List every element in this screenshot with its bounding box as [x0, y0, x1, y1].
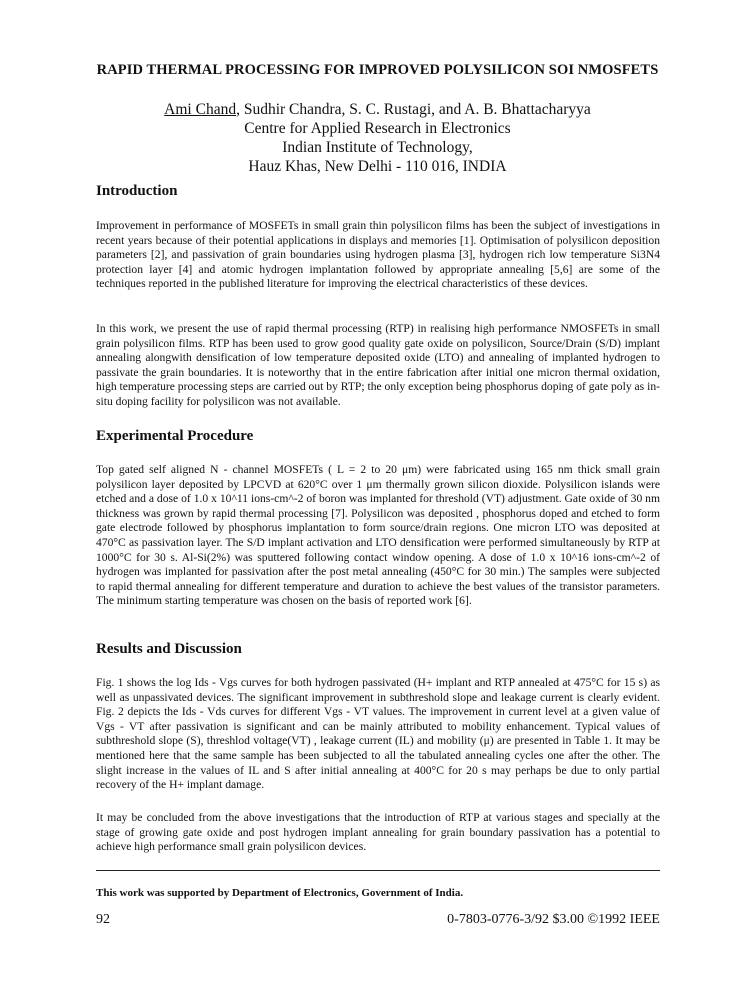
- affiliation-line-2: Indian Institute of Technology,: [282, 139, 473, 156]
- results-paragraph-2: It may be concluded from the above investigations that the introduction of RTP at various stages and specially at the stage of growing gate oxide and post hydrogen implant annealing for grain boundary passivation has a potential to achieve high performance small grain polysilicon devices.: [96, 811, 660, 854]
- funding-footnote: This work was supported by Department of Electronics, Government of India.: [96, 887, 464, 899]
- results-paragraph-1: Fig. 1 shows the log Ids - Vgs curves for both hydrogen passivated (H+ implant and RTP annealed at 475°C for 15 s) as well as unpassivated devices. The significant improvement in subthreshold slope and leakage current is clearly evident. Fig. 2 depicts the Ids - Vds curves for different Vgs - VT values. The improvement in current level at a given value of Vgs - VT after passivation is significant and can be mainly attributed to mobility enhancement. Typical values of subthreshold slope (S), threshlod voltage(VT) , leakage current (IL) and mobility (μ) are presented in Table 1. It may be mentioned here that the same sample has been subjected to all the tabulated annealing cycles one after the other. The slight increase in the values of IL and S after initial annealing at 400°C for 20 s may perhaps be due to only partial recovery of the H+ implant damage.: [96, 676, 660, 792]
- intro-paragraph-1: Improvement in performance of MOSFETs in small grain thin polysilicon films has been the subject of investigations in recent years because of their potential applications in displays and memories [1]. Optimisation of polysilicon deposition parameters [2], and passivation of grain boundaries using hydrogen plasma [3], hydrogen rich low temperature Si3N4 protection layer [4] and atomic hydrogen implantation followed by appropriate annealing [5,6] are some of the techniques reported in the published literature for improving the electrical characteristics of these devices.: [96, 219, 660, 291]
- heading-experimental: Experimental Procedure: [96, 428, 254, 444]
- footnote-divider: [96, 870, 660, 871]
- heading-introduction: Introduction: [96, 183, 178, 199]
- intro-paragraph-2: In this work, we present the use of rapid thermal processing (RTP) in realising high performance NMOSFETs in small grain polysilicon films. RTP has been used to grow good quality gate oxide on polysilicon, Source/Drain (S/D) implant annealing alongwith densification of low temperature deposited oxide (LTO) and annealing of implanted hydrogen to passivate the grain boundaries. It is noteworthy that in the entire fabrication after initial one micron thermal oxidation, high temperature processing steps are carried out by RTP; the only exception being phosphorus doping of gate poly as in-situ doping facility for polysilicon was not available.: [96, 322, 660, 408]
- page-number: 92: [96, 912, 110, 927]
- paper-title: RAPID THERMAL PROCESSING FOR IMPROVED POLYSILICON SOI NMOSFETS: [96, 62, 659, 78]
- affiliation-line-1: Centre for Applied Research in Electronics: [244, 120, 511, 137]
- heading-results: Results and Discussion: [96, 641, 242, 657]
- other-authors: , Sudhir Chandra, S. C. Rustagi, and A. B. Bhattacharyya: [236, 101, 591, 118]
- experimental-paragraph: Top gated self aligned N - channel MOSFETs ( L = 2 to 20 μm) were fabricated using 165 nm thick small grain polysilicon layer deposited by LPCVD at 620°C over 1 μm thermally grown silicon dioxide. Polysilicon islands were etched and a dose of 1.0 x 10^11 ions-cm^-2 of boron was implanted for threshold (VT) adjustment. Gate oxide of 30 nm thickness was grown by rapid thermal processing [7]. Polysilicon was deposited , phosphorus doped and etched to form gate electrode followed by phosphorus implantation to form source/drain regions. One micron LTO was deposited at 470°C as passivation layer. The S/D implant activation and LTO densification were performed simultaneously by RTP at 1000°C for 30 s. Al-Si(2%) was sputtered following contact window opening. A dose of 1.0 x 10^16 ions-cm^-2 of hydrogen was implanted for passivation after the post metal annealing (450°C for 30 min.) The samples were subjected to rapid thermal annealing for different temperature and duration to achieve the best values of the transistor parameters. The minimum starting temperature was chosen on the basis of reported work [6].: [96, 463, 660, 608]
- first-author: Ami Chand: [164, 101, 237, 118]
- affiliation-line-3: Hauz Khas, New Delhi - 110 016, INDIA: [248, 158, 507, 175]
- copyright-notice: 0-7803-0776-3/92 $3.00 ©1992 IEEE: [447, 912, 660, 927]
- author-line: [0, 100, 755, 119]
- author-block: [0, 100, 755, 176]
